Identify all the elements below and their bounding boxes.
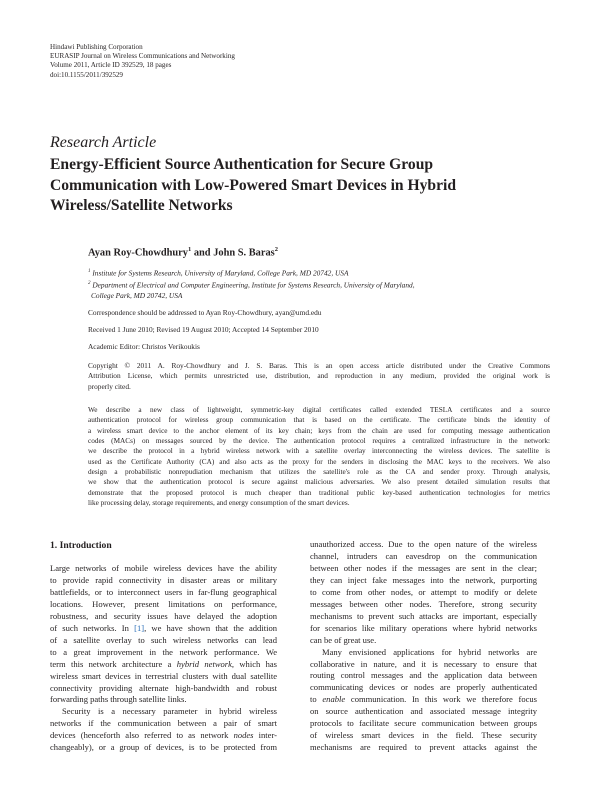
author-separator: and: [191, 247, 214, 259]
body-line: robustness, and security issues have delayed the adoption: [50, 610, 277, 621]
abstract-line: we describe the protocol in a hybrid wireless network with a satellite overlay interconnecting the wireless devices. The satellite is: [88, 447, 550, 456]
abstract-line: like processing delay, storage requirements, and energy consumption of the smart devices.: [88, 499, 350, 508]
copyright-notice: [88, 361, 550, 392]
title-line: Energy-Efficient Source Authentication for Secure Group: [50, 156, 434, 173]
body-line: can be of great use.: [310, 634, 377, 645]
affiliation-text: College Park, MD 20742, USA: [91, 290, 183, 300]
abstract: [88, 405, 550, 508]
body-line: changeably), or a group of devices, is to be protected from: [50, 742, 277, 753]
body-line: collaborative in nature, and it is necessary to ensure that: [310, 658, 537, 669]
abstract-line: demonstrate that the proposed protocol is much cheaper than traditional public key-based authentication technologies for metrics: [88, 488, 550, 497]
body-line: communicating devices or nodes are properly authenticated: [310, 682, 537, 693]
copyright-line: properly cited.: [88, 381, 131, 391]
body-line: forwarding paths through satellite links.: [50, 694, 187, 705]
author-list: [88, 246, 278, 258]
article-type: Research Article: [50, 134, 157, 151]
body-line: mechanisms are required to prevent attacks against the: [310, 742, 537, 753]
citation-link[interactable]: [1]: [134, 622, 145, 633]
doi: doi:10.1155/2011/392529: [50, 70, 123, 79]
body-line: locations. However, present limitations on performance,: [50, 598, 277, 609]
emphasis: enable: [322, 694, 346, 705]
body-line: wireless smart devices in terrestrial clusters with dual satellite: [50, 670, 277, 681]
body-line: messages between other nodes. Therefore, strong security: [310, 598, 537, 609]
title-line: Communication with Low-Powered Smart Devices in Hybrid: [50, 176, 456, 194]
body-line: of such networks. In [1], we have shown that the addition: [50, 622, 277, 633]
body-line: channel, intruders can eavesdrop on the communication: [310, 550, 537, 561]
body-line: devices (henceforth also referred to as network nodes inter-: [50, 730, 277, 741]
body-line: to enable communication. In this work we therefore focus: [310, 694, 537, 705]
volume-info: Volume 2011, Article ID 392529, 18 pages: [50, 61, 172, 70]
body-column-left: [50, 539, 277, 754]
body-line: of wireless smart devices in the field. These security: [310, 730, 537, 741]
body-line: they can inject fake messages into the network, purporting: [310, 574, 537, 585]
affiliation-marker: 2: [274, 246, 278, 253]
body-line: protocols to facilitate secure communication between groups: [310, 718, 537, 729]
author-name: Ayan Roy-Chowdhury: [88, 247, 188, 259]
body-line: on source authentication and associated message integrity: [310, 706, 537, 717]
abstract-line: used as the Certificate Authority (CA) and also acts as the proxy for the senders in disclosing the MAC keys to the receivers. We also: [88, 457, 550, 466]
affiliation: [88, 267, 550, 279]
affiliation-marker: 1: [88, 269, 91, 274]
affiliation: [88, 279, 550, 301]
body-line: Many envisioned applications for hybrid networks are: [322, 646, 537, 657]
body-line: networks if the communication between a pair of smart: [50, 718, 277, 729]
section-heading: 1. Introduction: [50, 540, 112, 551]
abstract-line: we show that the authentication protocol is secure against malicious adversaries. We also present detailed simulation results that: [88, 478, 550, 487]
copyright-line: Copyright © 2011 A. Roy-Chowdhury and J. S. Baras. This is an open access article distributed under the Creative Commons: [88, 361, 550, 370]
affiliation-marker: 2: [88, 281, 91, 286]
body-line: connectivity providing alternate high-bandwidth and robust: [50, 682, 277, 693]
author-name: John S. Baras: [213, 247, 275, 259]
abstract-line: design a probabilistic nonrepudiation mechanism that utilizes the satellite's role as the CA and sender proxy. Through analysis,: [88, 468, 550, 477]
body-column-right: [310, 539, 537, 754]
abstract-line: codes (MACs) on messages sourced by the device. The authentication protocol requires a centralized infrastructure in the network:: [88, 437, 550, 446]
journal-header: [50, 43, 235, 80]
abstract-line: We describe a new class of lightweight, symmetric-key digital certificates called extended TESLA certificates and a source: [88, 406, 550, 414]
article-title: [50, 155, 570, 217]
body-line: Large networks of mobile wireless devices have the ability: [50, 563, 277, 573]
body-line: to a great improvement in the network performance. We: [50, 646, 277, 657]
emphasis: nodes: [233, 730, 254, 741]
correspondence-note: Correspondence should be addressed to Ayan Roy-Chowdhury, ayan@umd.edu: [88, 308, 322, 317]
affiliation-marker: 1: [187, 246, 192, 253]
body-line: of a satellite overlay to such wireless networks can lead: [50, 634, 277, 645]
body-line: to come from other nodes, or attempt to modify or delete: [310, 586, 537, 597]
body-line: mechanisms to prevent such attacks are important, especially: [310, 610, 537, 621]
body-line: unauthorized access. Due to the open nature of the wireless: [310, 539, 537, 549]
body-line: to provide rapid connectivity in disaster areas or military: [50, 574, 277, 585]
copyright-line: Attribution License, which permits unrestricted use, distribution, and reproduction in any medium, provided the original work is: [88, 371, 550, 381]
body-line: routing control messages and the application data between: [310, 670, 537, 681]
body-line: battlefields, or to interconnect users in far-flung geographical: [50, 586, 277, 597]
academic-editor: Academic Editor: Christos Verikoukis: [88, 342, 200, 351]
body-line: between other nodes if the messages are sent in the clear;: [310, 562, 537, 573]
publication-dates: Received 1 June 2010; Revised 19 August 2010; Accepted 14 September 2010: [88, 325, 319, 334]
body-line: for scenarios like military operations where hybrid networks: [310, 622, 537, 633]
body-line: Security is a necessary parameter in hybrid wireless: [62, 706, 277, 717]
affiliation-text: Department of Electrical and Computer Engineering, Institute for Systems Research, University of Maryland,: [92, 280, 415, 290]
publisher-name: Hindawi Publishing Corporation: [50, 43, 143, 51]
abstract-line: a wireless smart device to the anchor element of its key chain; keys from the chain are used for computing message authentication: [88, 426, 550, 435]
title-line: Wireless/Satellite Networks: [50, 197, 233, 214]
journal-name: EURASIP Journal on Wireless Communications and Networking: [50, 52, 235, 61]
abstract-line: authentication protocol for wireless group communication that is based on the certificate. The certificate binds the identity of: [88, 416, 550, 425]
body-line: term this network architecture a hybrid network, which has: [50, 658, 277, 669]
emphasis: hybrid network: [176, 658, 232, 669]
affiliation-text: Institute for Systems Research, University of Maryland, College Park, MD 20742, USA: [92, 268, 349, 278]
